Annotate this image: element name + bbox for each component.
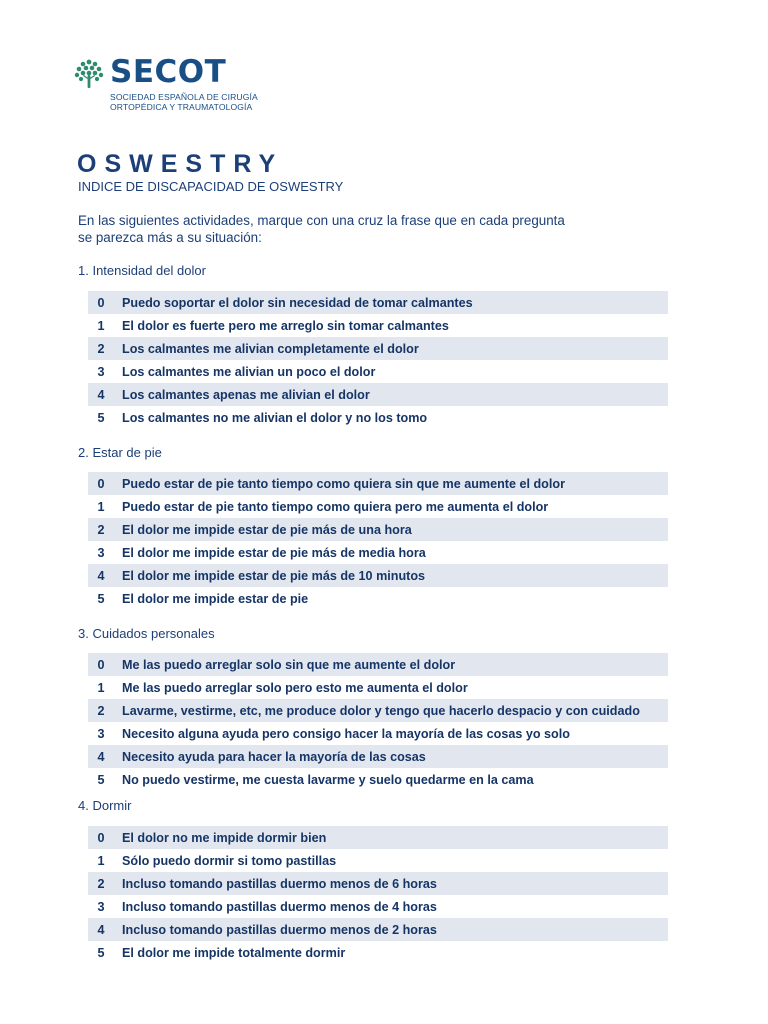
option-row[interactable] — [88, 918, 668, 941]
option-text: El dolor me impide estar de pie más de una hora — [122, 522, 412, 537]
section-title: 1. Intensidad del dolor — [78, 263, 206, 278]
option-row[interactable] — [88, 337, 668, 360]
section-title: 3. Cuidados personales — [78, 626, 215, 641]
option-number: 2 — [97, 703, 105, 718]
option-text: El dolor me impide totalmente dormir — [122, 945, 346, 960]
option-text: Puedo soportar el dolor sin necesidad de tomar calmantes — [122, 295, 473, 310]
option-number: 3 — [97, 545, 105, 560]
option-row[interactable] — [88, 360, 668, 383]
section-cuidados-personales — [78, 626, 668, 787]
option-text: El dolor es fuerte pero me arreglo sin tomar calmantes — [122, 318, 449, 333]
option-row[interactable] — [88, 699, 668, 722]
option-row[interactable] — [88, 587, 668, 610]
secot-logo — [74, 54, 274, 120]
option-number: 0 — [97, 295, 105, 310]
instructions-line2: se parezca más a su situación: — [78, 230, 262, 245]
option-number: 4 — [97, 922, 105, 937]
option-text: Incluso tomando pastillas duermo menos de 4 horas — [122, 899, 437, 914]
option-text: Me las puedo arreglar solo sin que me aumente el dolor — [122, 657, 456, 672]
section-estar-de-pie — [78, 445, 668, 606]
option-row[interactable] — [88, 518, 668, 541]
option-row[interactable] — [88, 541, 668, 564]
option-row[interactable] — [88, 495, 668, 518]
option-number: 2 — [97, 341, 105, 356]
option-number: 2 — [97, 522, 105, 537]
option-text: Puedo estar de pie tanto tiempo como quiera pero me aumenta el dolor — [122, 499, 549, 514]
option-row[interactable] — [88, 941, 668, 964]
option-number: 4 — [97, 568, 105, 583]
option-number: 1 — [97, 499, 105, 514]
option-row[interactable] — [88, 676, 668, 699]
option-row[interactable] — [88, 291, 668, 314]
option-number: 3 — [97, 899, 105, 914]
option-text: Incluso tomando pastillas duermo menos de 6 horas — [122, 876, 437, 891]
option-row[interactable] — [88, 722, 668, 745]
section-intensidad-dolor — [78, 263, 668, 425]
brand-subtitle-line1: SOCIEDAD ESPAÑOLA DE CIRUGÍA — [110, 92, 258, 102]
option-text: No puedo vestirme, me cuesta lavarme y suelo quedarme en la cama — [122, 772, 534, 787]
brand-name: SECOT — [110, 54, 227, 90]
option-row[interactable] — [88, 826, 668, 849]
option-text: Los calmantes me alivian completamente el dolor — [122, 341, 419, 356]
option-text: Necesito alguna ayuda pero consigo hacer la mayoría de las cosas yo solo — [122, 726, 570, 741]
option-text: Me las puedo arreglar solo pero esto me aumenta el dolor — [122, 680, 468, 695]
option-number: 5 — [97, 772, 105, 787]
option-list — [88, 826, 668, 964]
option-row[interactable] — [88, 745, 668, 768]
option-number: 0 — [97, 476, 105, 491]
instructions — [78, 212, 638, 246]
option-text: Necesito ayuda para hacer la mayoría de las cosas — [122, 749, 426, 764]
option-text: Incluso tomando pastillas duermo menos de 2 horas — [122, 922, 437, 937]
option-number: 3 — [97, 364, 105, 379]
option-number: 4 — [97, 387, 105, 402]
document-title: OSWESTRY — [77, 150, 284, 178]
option-row[interactable] — [88, 895, 668, 918]
option-row[interactable] — [88, 872, 668, 895]
option-number: 3 — [97, 726, 105, 741]
option-text: Sólo puedo dormir si tomo pastillas — [122, 853, 337, 868]
option-row[interactable] — [88, 653, 668, 676]
option-row[interactable] — [88, 768, 668, 791]
option-number: 5 — [97, 945, 105, 960]
brand-subtitle-line2: ORTOPÉDICA Y TRAUMATOLOGÍA — [110, 102, 253, 112]
section-title: 4. Dormir — [78, 798, 132, 813]
option-number: 0 — [97, 657, 105, 672]
option-number: 4 — [97, 749, 105, 764]
option-number: 5 — [97, 410, 105, 425]
option-row[interactable] — [88, 406, 668, 429]
option-number: 1 — [97, 318, 105, 333]
tree-logo-icon — [74, 58, 104, 90]
option-list — [88, 653, 668, 791]
option-number: 5 — [97, 591, 105, 606]
option-text: Lavarme, vestirme, etc, me produce dolor y tengo que hacerlo despacio y con cuidado — [122, 703, 640, 718]
option-list — [88, 291, 668, 429]
option-number: 1 — [97, 853, 105, 868]
option-number: 0 — [97, 830, 105, 845]
section-dormir — [78, 798, 668, 960]
option-number: 1 — [97, 680, 105, 695]
option-text: El dolor me impide estar de pie más de 10 minutos — [122, 568, 426, 583]
option-text: El dolor no me impide dormir bien — [122, 830, 327, 845]
option-text: Los calmantes me alivian un poco el dolor — [122, 364, 376, 379]
section-title: 2. Estar de pie — [78, 445, 162, 460]
document-subtitle: INDICE DE DISCAPACIDAD DE OSWESTRY — [78, 179, 344, 194]
option-text: El dolor me impide estar de pie más de media hora — [122, 545, 426, 560]
option-number: 2 — [97, 876, 105, 891]
option-row[interactable] — [88, 314, 668, 337]
option-row[interactable] — [88, 849, 668, 872]
option-text: El dolor me impide estar de pie — [122, 591, 309, 606]
option-row[interactable] — [88, 564, 668, 587]
instructions-line1: En las siguientes actividades, marque con una cruz la frase que en cada pregunta — [78, 213, 565, 228]
option-text: Los calmantes no me alivian el dolor y no los tomo — [122, 410, 428, 425]
option-text: Puedo estar de pie tanto tiempo como quiera sin que me aumente el dolor — [122, 476, 565, 491]
option-row[interactable] — [88, 472, 668, 495]
option-text: Los calmantes apenas me alivian el dolor — [122, 387, 370, 402]
option-row[interactable] — [88, 383, 668, 406]
option-list — [88, 472, 668, 610]
